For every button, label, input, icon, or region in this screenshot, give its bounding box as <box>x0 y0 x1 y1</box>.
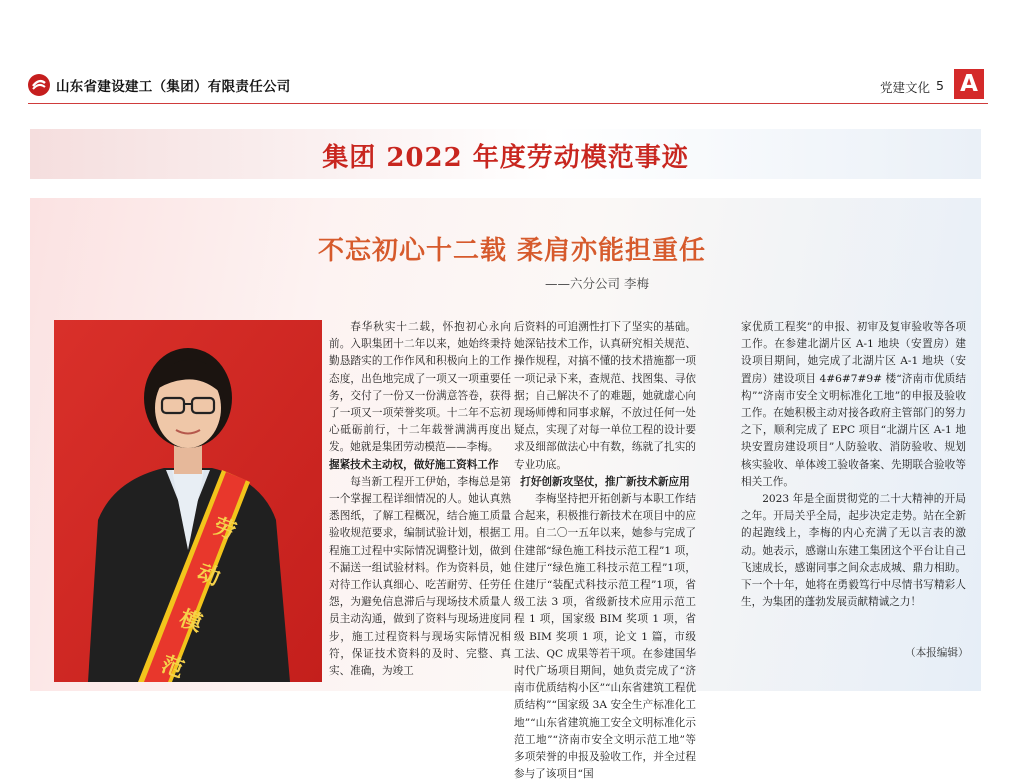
sash-char-2: 动 <box>193 559 224 592</box>
article-column-2 <box>514 319 696 781</box>
sash-char-3: 模 <box>175 605 206 638</box>
page-number: 5 <box>936 78 944 93</box>
section-badge: A <box>954 69 984 99</box>
feature-banner <box>30 129 981 179</box>
article-column-1 <box>329 319 511 691</box>
company-name: 山东省建设建工（集团）有限责任公司 <box>56 79 291 95</box>
banner-title: 集团 2022 年度劳动模范事迹 <box>322 143 689 173</box>
section-name: 党建文化 <box>879 80 930 95</box>
article-paragraph: 家优质工程奖”的申报、初审及复审验收等各项工作。在参建北湖片区 A-1 地块（安置房）建设项目期间，她完成了北湖片区 A-1 地块（安置房）建设项目 4#6#7#9# 楼“济南市优质结构”“济南市安全文明标准化工地”的申报及验收工作。在她积极主动对接各政府主管部门的努力之下，顺利完成了 EPC 项目“北湖片区 A-1 地块安置房建设项目”人防验收、消防验收、规划核实验收、单体竣工验收备案、先期联合验收等相关工作。 <box>741 321 966 488</box>
article-paragraph: 后资料的可追溯性打下了坚实的基础。她深钻技术工作，认真研究相关规范、操作规程，对搞不懂的技术措施都一项一项记录下来，查规范、找图集、寻依据；自己解决不了的难题，她就虚心向现场师傅和同事求解，不放过任何一处疑点，实现了对每一单位工程的设计要求及细部做法心中有数，练就了扎实的专业功底。 <box>514 321 696 471</box>
article-paragraph: 每当新工程开工伊始，李梅总是第一个掌握工程详细情况的人。她认真熟悉图纸，了解工程概况，结合施工质量验收规范要求，编制试验计划，根据工程施工过程中实际情况调整计划，做到不漏送一组试验材料。作为资料员，她对待工作认真细心、吃苦耐劳、任劳任怨，为避免信息滞后与现场技术质量人员主动沟通，做到了资料与现场进度同步，施工过程资料与现场实际情况相符，保证技术资料的及时、完整、真实、准确，为竣工 <box>329 475 511 678</box>
article-byline: ——六分公司 李梅 <box>545 276 649 291</box>
article-column-3 <box>741 319 966 619</box>
article-paragraph: 春华秋实十二载，怀抱初心永向前。入职集团十二年以来，她始终秉持勤恳踏实的工作作风和积极向上的工作态度，出色地完成了一项又一项重要任务，交付了一份又一份满意答卷，获得了一项又一项荣誉奖项。十二年不忘初心砥砺前行，十二年载誉满满再度出发。她就是集团劳动模范——李梅。 <box>329 321 511 454</box>
sash-char-1: 劳 <box>209 513 240 546</box>
page-header <box>28 70 988 100</box>
company-logo-icon <box>28 74 50 96</box>
portrait-photo <box>54 320 322 682</box>
editor-signoff: （本报编辑） <box>905 647 969 659</box>
sash-char-4: 范 <box>157 651 188 684</box>
article-title: 不忘初心十二载 柔肩亦能担重任 <box>317 236 707 266</box>
header-rule <box>28 103 988 104</box>
section-heading: 打好创新攻坚仗，推广新技术新应用 <box>520 475 690 488</box>
article-paragraph: 李梅坚持把开拓创新与本职工作结合起来，积极推行新技术在项目中的应用。自二〇一五年以来，她参与完成了住建部“绿色施工科技示范工程”1 项，住建厅“绿色施工科技示范工程”1项，住建厅“装配式科技示范工程”1项，省级工法 3 项，省级新技术应用示范工程 1 项，国家级 BIM 奖项 1 项，省级 BIM 奖项 1 项，论文 1 篇，市级工法、QC 成果等若干项。在参建国华时代广场项目期间，她负责完成了“济南市优质结构小区”“山东省建筑工程优质结构”“国家级 3A 安全生产标准化工地”“山东省建筑施工安全文明标准化示范工地”“济南市安全文明示范工地”等多项荣誉的申报及验收工作，并全过程参与了该项目“国 <box>514 493 696 781</box>
article-paragraph: 2023 年是全面贯彻党的二十大精神的开局之年。开局关乎全局，起步决定走势。站在全新的起跑线上，李梅的内心充满了无以言表的激动。她表示，感谢山东建工集团这个平台让自己飞速成长，感谢同事之间众志成城、鼎力相助。下一个十年，她将在勇毅笃行中尽情书写精彩人生，为集团的蓬勃发展贡献精诚之力！ <box>741 493 966 609</box>
section-heading: 握紧技术主动权，做好施工资料工作 <box>329 458 499 471</box>
